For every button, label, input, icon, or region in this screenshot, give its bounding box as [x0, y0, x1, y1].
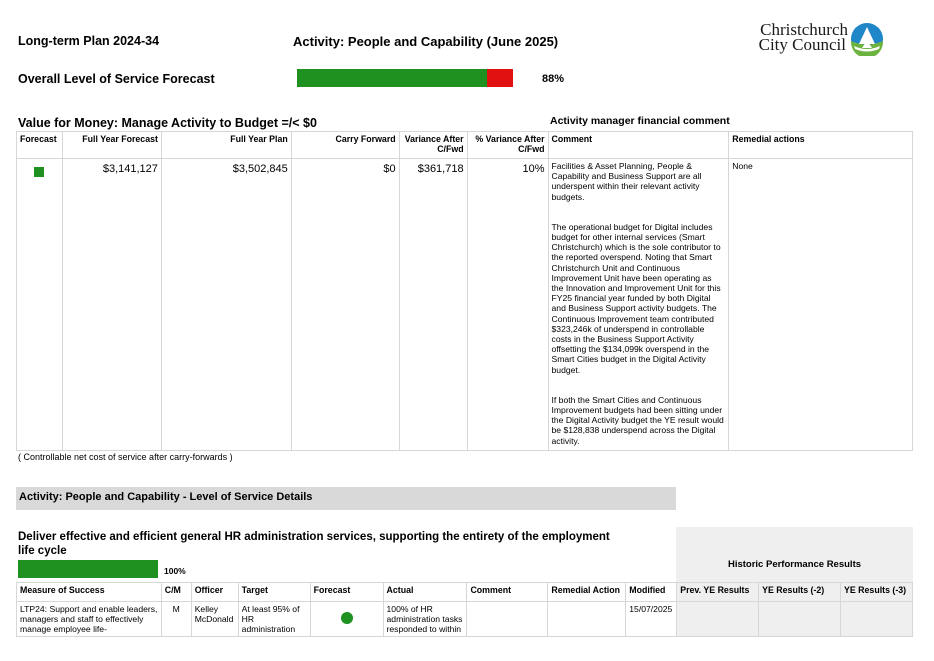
los-section-header: [16, 487, 676, 510]
col-full-year-forecast: Full Year Forecast: [62, 132, 161, 159]
variance-value: $361,718: [399, 159, 467, 451]
los-header-row: [17, 583, 913, 602]
col-los-forecast: Forecast: [310, 583, 383, 602]
col-comment: Comment: [548, 132, 729, 159]
los-forecast-cell: [310, 602, 383, 637]
los-table: [16, 582, 913, 637]
col-remedial: Remedial actions: [729, 132, 913, 159]
vfm-footnote: ( Controllable net cost of service after carry-forwards ): [18, 452, 233, 462]
financial-comment-title: Activity manager financial comment: [550, 115, 730, 127]
overall-los-percent: 88%: [542, 73, 565, 85]
overall-los-bar: [297, 69, 513, 87]
ye-2-result: [759, 602, 841, 637]
col-carry-forward: Carry Forward: [291, 132, 399, 159]
forecast-status-dot-icon: [341, 612, 353, 624]
officer-name: Kelley McDonald: [194, 604, 234, 624]
modified-date: 15/07/2025: [626, 602, 677, 637]
logo-line-2: City Council: [758, 35, 846, 54]
full-year-plan-value: $3,502,845: [161, 159, 291, 451]
col-forecast: Forecast: [17, 132, 63, 159]
full-year-forecast-value: $3,141,127: [62, 159, 161, 451]
col-modified: Modified: [626, 583, 677, 602]
col-cm: C/M: [161, 583, 191, 602]
measure-progress-bar: [18, 560, 158, 578]
forecast-cell: [17, 159, 63, 451]
col-los-comment: Comment: [467, 583, 548, 602]
comment-paragraph: If both the Smart Cities and Continuous Improvement budgets had been sitting under the Digital Activity budget the YE result would be $128,838 underspend across the Digital activity.: [551, 394, 724, 446]
col-ye-3: YE Results (-3): [841, 583, 913, 602]
historic-results-title: Historic Performance Results: [727, 559, 862, 570]
financial-comment: [548, 159, 729, 451]
target-text: At least 95% of HR administration: [241, 604, 300, 634]
vfm-header-row: [17, 132, 913, 159]
vfm-table: [16, 131, 913, 451]
activity-title: Activity: People and Capability (June 2025): [293, 34, 559, 49]
col-target: Target: [238, 583, 310, 602]
col-measure: Measure of Success: [17, 583, 162, 602]
cm-value: M: [161, 602, 191, 637]
remedial-actions: None: [729, 159, 913, 451]
ye-3-result: [841, 602, 913, 637]
actual-text: 100% of HR administration tasks responded to within: [386, 604, 463, 634]
col-pct-variance: % Variance After C/Fwd: [467, 132, 548, 159]
col-ye-2: YE Results (-2): [759, 583, 841, 602]
los-remedial: [548, 602, 626, 637]
council-logo: [744, 22, 890, 60]
col-variance: Variance After C/Fwd: [399, 132, 467, 159]
carry-forward-value: $0: [291, 159, 399, 451]
col-officer: Officer: [191, 583, 238, 602]
vfm-title: Value for Money: Manage Activity to Budget =/< $0: [18, 116, 317, 130]
comment-paragraph: Facilities & Asset Planning, People & Capability and Business Support are all underspent within their relevant activity budgets.: [551, 161, 702, 202]
overall-los-bar-fill: [297, 69, 487, 87]
prev-ye-result: [677, 602, 759, 637]
col-remedial-action: Remedial Action: [548, 583, 626, 602]
measure-group-title: Deliver effective and efficient general HR administration services, supporting the entirety of the employment life cycle: [18, 531, 610, 557]
table-row: [17, 602, 913, 637]
col-prev-ye: Prev. YE Results: [677, 583, 759, 602]
measure-text: LTP24: Support and enable leaders, managers and staff to effectively manage employee life-: [20, 604, 158, 634]
comment-paragraph: The operational budget for Digital includes budget for other internal services (Smart Christchurch) which is the sole contributor to the reported overspend. Noting that Smart Christchurch Unit and Continuous Improvement Unit have been operating as the Innovation and Improvement Unit for this FY25 financial year funded by both Digital and Business Support activity budgets. The Continuous Improvement team contributed $323,246k of underspend in controllable costs in the Business Support Activity offsetting the $134,099k overspend in the Smart Cities budget in the Digital Activity budget.: [551, 221, 721, 375]
measure-progress-percent: 100%: [164, 566, 186, 576]
pct-variance-value: 10%: [467, 159, 548, 451]
council-emblem-icon: [850, 22, 884, 56]
plan-title: Long-term Plan 2024-34: [18, 34, 160, 48]
logo-line-1: Christchurch: [760, 20, 848, 39]
col-full-year-plan: Full Year Plan: [161, 132, 291, 159]
forecast-status-square-icon: [34, 167, 44, 177]
vfm-data-row: [17, 159, 913, 451]
col-actual: Actual: [383, 583, 467, 602]
overall-los-label: Overall Level of Service Forecast: [18, 72, 215, 86]
los-section-title: Activity: People and Capability - Level of Service Details: [19, 491, 313, 503]
los-comment: [467, 602, 548, 637]
